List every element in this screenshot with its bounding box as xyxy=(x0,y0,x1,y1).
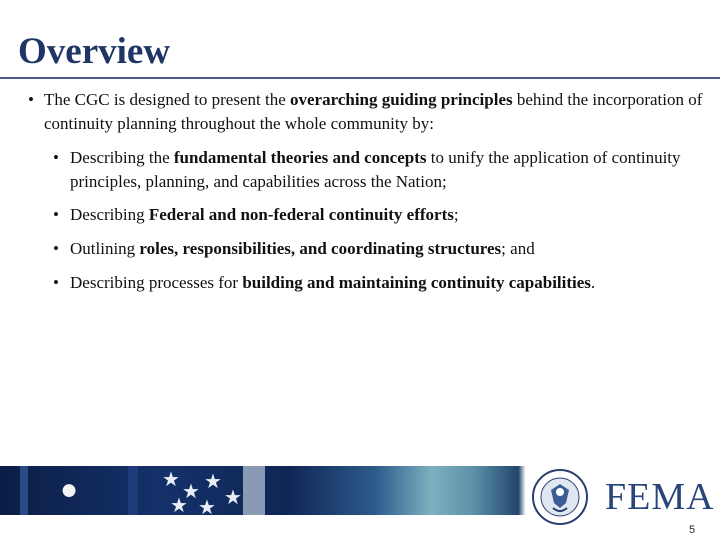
bullet-dot: • xyxy=(28,90,34,109)
dhs-seal-icon xyxy=(531,468,589,526)
bullet-main-bold: overarching guiding principles xyxy=(290,90,513,109)
sub-bullet-2 xyxy=(53,203,703,227)
sub-bullet-3-bold: roles, responsibilities, and coordinating structures xyxy=(139,239,502,258)
page-number: 5 xyxy=(689,524,696,536)
flag-star-icon: ● xyxy=(60,473,79,506)
sub-bullet-4-text-2: . xyxy=(590,273,596,292)
bullet-dot: • xyxy=(53,273,59,292)
sub-bullet-4 xyxy=(53,271,703,295)
flag-stripe xyxy=(128,466,138,515)
sub-bullet-4-text-1: Describing processes for xyxy=(70,273,243,292)
flag-star-icon: ★ xyxy=(162,469,180,491)
sub-bullet-2-bold: Federal and non-federal continuity efforts xyxy=(148,205,454,224)
title-divider xyxy=(0,77,720,79)
bullet-dot: • xyxy=(53,205,59,224)
fema-logo: FEMA xyxy=(605,476,715,518)
sub-bullet-1-bold: fundamental theories and concepts xyxy=(173,148,427,167)
flag-stripe xyxy=(243,466,265,515)
bullet-main-text-2: behind the incorporation of continuity planning throughout the whole community by: xyxy=(44,90,703,133)
flag-star-icon: ★ xyxy=(182,481,200,503)
flag-star-icon: ★ xyxy=(224,487,242,509)
flag-star-icon: ★ xyxy=(170,495,188,515)
sub-bullet-4-bold: building and maintaining continuity capabilities xyxy=(242,273,591,292)
sub-bullet-1-text-1: Describing the xyxy=(70,148,174,167)
sub-bullet-3-text-2: ; and xyxy=(501,239,535,258)
flag-star-icon: ★ xyxy=(198,497,216,515)
slide-title: Overview xyxy=(18,31,171,72)
sub-bullet-3-text-1: Outlining xyxy=(70,239,140,258)
flag-stripe xyxy=(20,466,28,515)
flag-star-icon: ★ xyxy=(204,471,222,493)
bullet-dot: • xyxy=(53,148,59,167)
sub-bullet-1-text-2: to unify the application of continuity principles, planning, and capabilities across the Nation; xyxy=(70,148,681,191)
bullet-dot: • xyxy=(53,239,59,258)
bullet-main xyxy=(28,88,708,136)
sub-bullet-2-text-1: Describing xyxy=(70,205,149,224)
sub-bullet-1 xyxy=(53,146,703,194)
bullet-main-text-1: The CGC is designed to present the xyxy=(44,90,290,109)
sub-bullet-2-text-2: ; xyxy=(453,205,459,224)
sub-bullet-3 xyxy=(53,237,703,261)
